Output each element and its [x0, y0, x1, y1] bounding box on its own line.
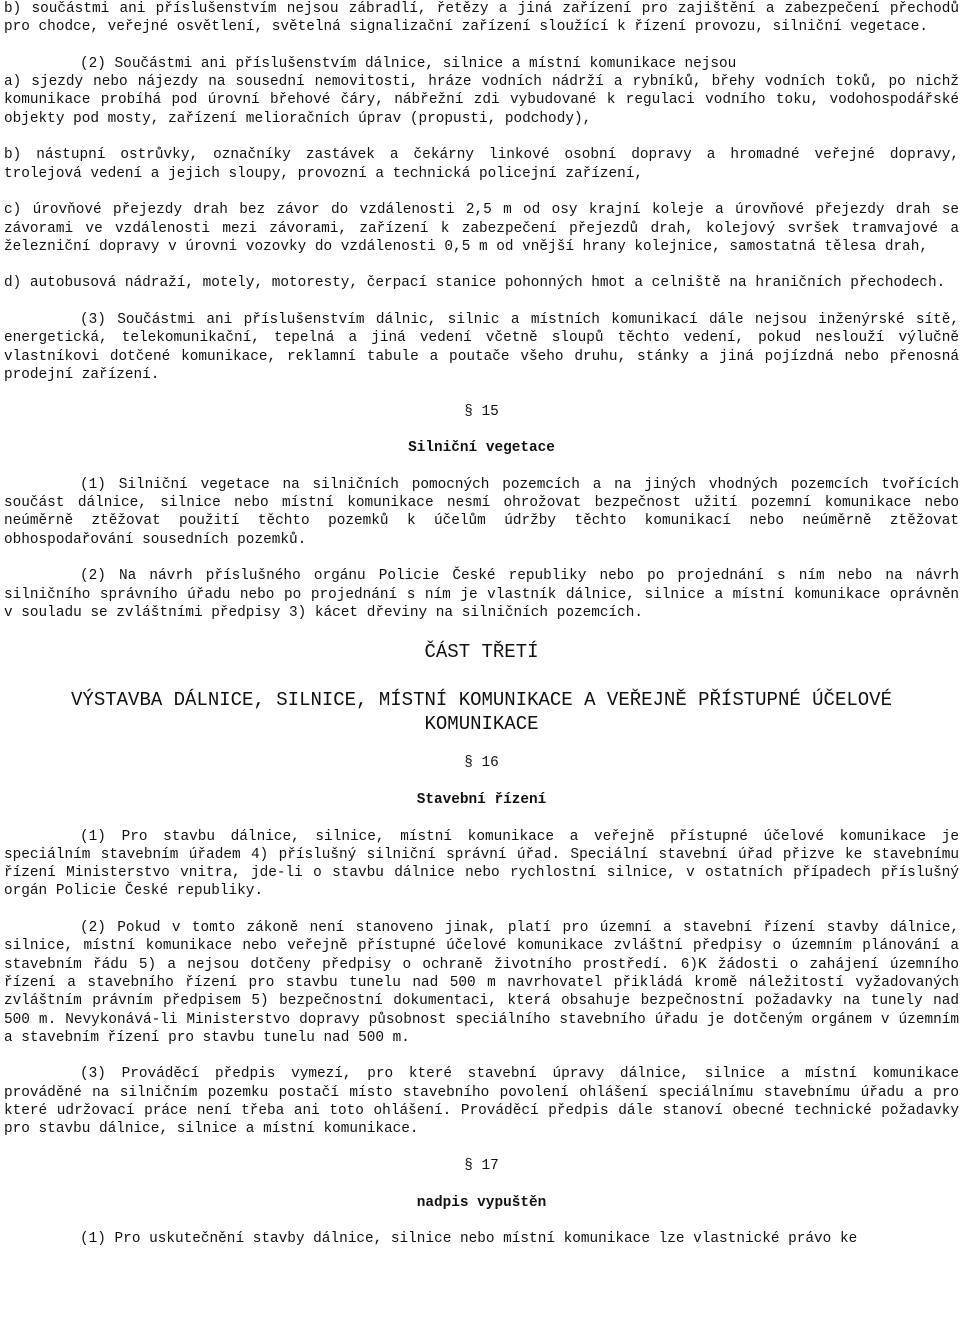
section-17-title: nadpis vypuštěn: [416, 1194, 547, 1211]
section-17-number: § 17: [464, 1157, 499, 1174]
part-subtitle: VÝSTAVBA DÁLNICE, SILNICE, MÍSTNÍ KOMUNIKACE A VEŘEJNĚ PŘÍSTUPNÉ ÚČELOVÉ KOMUNIKACE: [71, 689, 892, 736]
paragraph-14-2-a: a) sjezdy nebo nájezdy na sousední nemovitosti, hráze vodních nádrží a rybníků, břehy vodních toků, po nichž komunikace probíhá pod úrovní břehové čáry, nábřežní zdi vybudované k regulaci vodního toku, vodohospodářské objekty pod mosty, zařízení melioračních úprav (propusti, podchody),: [4, 74, 959, 127]
paragraph-17-1: (1) Pro uskutečnění stavby dálnice, silnice nebo místní komunikace lze vlastnické právo ke: [80, 1231, 858, 1248]
paragraph-15-2: (2) Na návrh příslušného orgánu Policie České republiky nebo po projednání s ním nebo na návrh silničního správního úřadu nebo po projednání s ním je vlastník dálnice, silnice a místní komunikace oprávněn v souladu se zvláštními předpisy 3) kácet dřeviny na silničních pozemcích.: [4, 568, 959, 621]
paragraph-14-1-b-continued: b) součástmi ani příslušenstvím nejsou zábradlí, řetězy a jiná zařízení pro zajištění a zabezpečení přechodů pro chodce, veřejné osvětlení, světelná signalizační zařízení sloužící k řízení provozu, silniční vegetace.: [4, 1, 959, 36]
paragraph-16-2: (2) Pokud v tomto zákoně není stanoveno jinak, platí pro územní a stavební řízení stavby dálnice, silnice, místní komunikace nebo veřejně přístupné účelové komunikace zvláštní předpisy o územním plánování a stavebním řádu 5) a nejsou dotčeny předpisy o ochraně životního prostředí. 6)K žádosti o zahájení územního řízení a stavebního řízení pro stavbu tunelu nad 500 m navrhovatel přikládá kromě náležitostí vyžadovaných zvláštním právním předpisem 5) bezpečnostní dokumentaci, která obsahuje bezpečnostní požadavky na tunely nad 500 m. Nevykonává-li Ministerstvo dopravy působnost speciálního stavebního úřadu je dotčeným orgánem v územním a stavebním řízení pro stavbu tunelu nad 500 m.: [4, 920, 959, 1046]
paragraph-14-2: (2) Součástmi ani příslušenstvím dálnice, silnice a místní komunikace nejsou: [80, 55, 737, 72]
paragraph-14-2-c: c) úrovňové přejezdy drah bez závor do vzdálenosti 2,5 m od osy krajní koleje a úrovňové přejezdy drah se závorami ve vzdálenosti mezi závorami, zařízení k zabezpečení přejezdů drah, kolejový svršek tramvajové a železniční dopravy v úrovni vozovky do vzdálenosti 0,5 m od vnější hrany kolejnice, samostatná tělesa drah,: [4, 202, 959, 255]
section-16-title: Stavební řízení: [416, 791, 547, 808]
paragraph-15-1: (1) Silniční vegetace na silničních pomocných pozemcích a na jiných vhodných pozemcích tvořících součást dálnice, silnice nebo místní komunikace nesmí ohrožovat bezpečnost užití pozemní komunikace nebo neúměrně ztěžovat použití těchto pozemků k účelům údržby těchto komunikací nebo neúměrně ztěžovat obhospodařování sousedních pozemků.: [4, 476, 959, 548]
paragraph-16-3: (3) Prováděcí předpis vymezí, pro které stavební úpravy dálnice, silnice a místní komunikace prováděné na silničním pozemku postačí místo stavebního povolení ohlášení speciálnímu stavebnímu úřadu a pro které udržovací práce není třeba ani toto ohlášení. Prováděcí předpis dále stanoví obecné technické požadavky pro stavbu dálnice, silnice a místní komunikace.: [4, 1066, 959, 1138]
document-page: [4, 0, 959, 1248]
part-title: ČÁST TŘETÍ: [424, 641, 539, 664]
section-15-title: Silniční vegetace: [408, 440, 555, 457]
paragraph-14-3: (3) Součástmi ani příslušenstvím dálnic, silnic a místních komunikací dále nejsou inženýrské sítě, energetická, telekomunikační, tepelná a jiná vedení včetně sloupů těchto vedení, pokud neslouží výlučně vlastníkovi dotčené komunikace, reklamní tabule a poutače všeho druhu, stánky a jiná pojízdná nebo přenosná prodejní zařízení.: [4, 312, 959, 383]
paragraph-16-1: (1) Pro stavbu dálnice, silnice, místní komunikace a veřejně přístupné účelové komunikace je speciálním stavebním úřadem 4) příslušný silniční správní úřad. Speciální stavební úřad přizve ke stavebnímu řízení Ministerstvo vnitra, jde-li o stavbu dálnice nebo rychlostní silnice, v ostatních případech příslušný orgán Policie České republiky.: [4, 828, 959, 900]
paragraph-14-2-b: b) nástupní ostrůvky, označníky zastávek a čekárny linkové osobní dopravy a hromadné veřejné dopravy, trolejová vedení a jejich sloupy, provozní a technická policejní zařízení,: [4, 147, 959, 182]
paragraph-14-2-d: d) autobusová nádraží, motely, motoresty, čerpací stanice pohonných hmot a celniště na hraničních přechodech.: [4, 275, 946, 292]
section-16-number: § 16: [464, 755, 499, 772]
section-15-number: § 15: [464, 403, 499, 420]
